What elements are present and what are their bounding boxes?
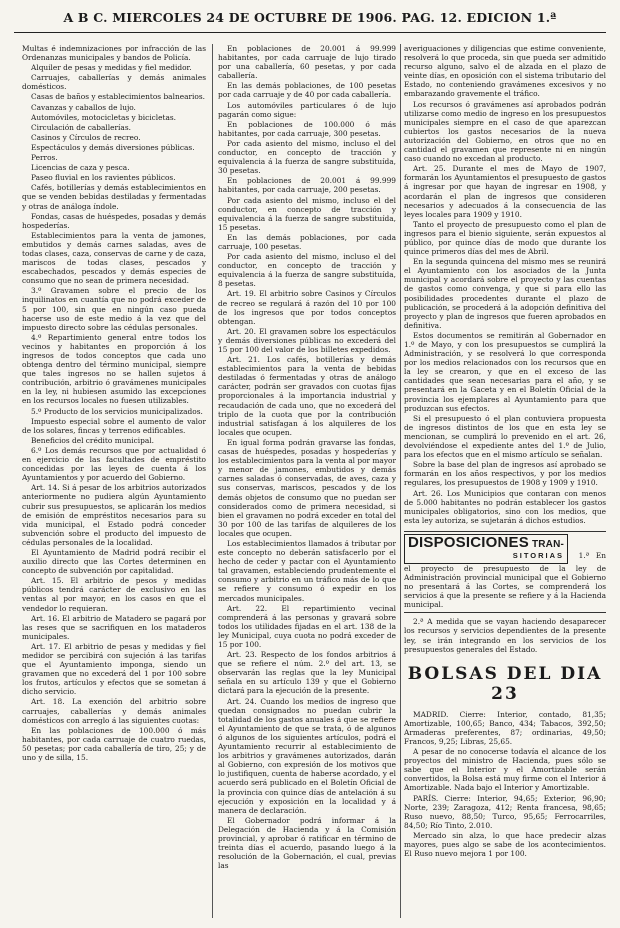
- paragraph: Art. 19. El arbitrio sobre Casinos y Círculos de recreo se regulará á razón del 10 por 100 de los ingresos que por todos conceptos obtengan.: [218, 289, 396, 326]
- paragraph: 5.º Producto de los servicios municipalizados.: [31, 406, 203, 416]
- paragraph: En igual forma podrán gravarse las fondas, casas de huéspedes, posadas y hospederías y los establecimientos para la venta al por mayor y menor de jamones, embutidos y demás carnes saladas ó conservadas, de aves, caza y sus conservas, mariscos, pescados y de los demás objetos de consumo que no puedan ser considerados como de primera necesidad, si bien el gravamen no podrá exceder en total del 30 por 100 de las tarifas de alquileres de los locales que ocupen.: [218, 437, 396, 538]
- paragraph: Los automóviles particulares ó de lujo pagarán como sigue:: [218, 100, 396, 119]
- bolsas-paragraph: A pesar de no conocerse todavía el alcance de los proyectos del ministro de Hacienda, pues sólo se sabe que el Interior y el Amortizable serán convertidos, la Bolsa está muy firme con el Interior á Amortizable. Nada bajo el Interior y Amortizable.: [404, 747, 606, 793]
- paragraph: Sobre la base del plan de ingresos así aprobado se formarán en los años respectivos, y por los medios regulares, los presupuestos de 1908 y 1909 y 1910.: [404, 460, 606, 488]
- paragraph: 2.ª A medida que se vayan haciendo desaparecer los recursos y servicios dependientes de la presente ley, se irán integrando en los servicios de los presupuestos generales del Estado.: [404, 617, 606, 654]
- paragraph: Cavanzas y caballos de lujo.: [31, 102, 136, 112]
- bolsas-heading: BOLSAS DEL DIA 23: [407, 663, 603, 704]
- paragraph: Por cada asiento del mismo, incluso el del conductor, en concepto de tracción y equivalencia á la fuerza de sangre substituída, 8 pesetas.: [218, 252, 396, 289]
- paragraph: 4.º Repartimiento general entre todos los vecinos y habitantes en proporción á los ingresos de todos conceptos que cada uno obtenga dentro del término municipal, siempre que tales ingresos no se hallen sujetos á contribución, arbitrio ó gravámenes municipales en la ley, ni hubiesen asumido las excepciones en los recursos locales no fuesen utilizables.: [22, 332, 206, 406]
- paragraph: Si el presupuesto ó el plan contuviera propuesta de ingresos distintos de los que en esta ley se mencionan, se cumplirá lo prevenido en el art. 26, devolviéndose el expediente antes del 1.º de Julio, para los efectos que en el mismo artículo se señalan.: [404, 413, 606, 460]
- paragraph: 3.º Gravamen sobre el precio de los inquilinatos en cuantía que no podrá exceder de 5 por 100, sin que en ningún caso pueda hacerse uso de este medio á la vez que del impuesto directo sobre las cédulas personales.: [22, 286, 206, 332]
- paragraph: Casas de baños y establecimientos balnearios.: [31, 92, 205, 102]
- column-divider: [212, 44, 213, 918]
- paragraph: Multas é indemnizaciones por infracción de las Ordenanzas municipales y bandos de Policía.: [22, 44, 206, 63]
- bolsas-paragraph: Mercado sin alza, lo que hace predecir alzas mayores, pues algo se sabe de los acontecimientos. El Ruso nuevo mejora 1 por 100.: [404, 830, 606, 859]
- paragraph: Fondas, casas de huéspedes, posadas y demás hospederías.: [22, 211, 206, 230]
- paragraph: 6.º Los demás recursos que por actualidad ó en ejercicio de las facultades de empréstito concedidas por las leyes de cuenta á los Ayuntamientos y por acuerdo del Gobierno.: [22, 445, 206, 483]
- paragraph: Automóviles, motocicletas y bicicletas.: [31, 112, 177, 122]
- paragraph: Espectáculos y demás diversiones públicas.: [31, 142, 195, 152]
- paragraph: Tanto el proyecto de presupuesto como el plan de ingresos para el bienio siguiente, serán expuestos al público, por quince días de modo que durante los quince primeros días del mes de Abril.: [404, 219, 606, 257]
- paragraph: Alquiler de pesas y medidas y fiel medidor.: [31, 63, 192, 73]
- paragraph: Art. 23. Respecto de los fondos arbitrios á que se refiere el núm. 2.º del art. 13, se observarán las reglas que la ley Municipal señala en su artículo 139 y que el Gobierno dictará para la ejecución de la presente.: [218, 650, 396, 696]
- section-title-main: DISPOSICIONES: [408, 533, 529, 551]
- bolsas-paragraph: PARÍS. Cierre: Interior, 94,65; Exterior, 96,90; Norte, 239; Zaragoza, 412; Renta francesa, 98,65; Ruso nuevo, 88,50; Turco, 95,65; Ferrocarriles, 84,50; Río Tinto, 2.010.: [404, 793, 606, 830]
- paragraph: Paseo fluvial en los ravientes públicos.: [31, 173, 176, 183]
- column-left: [22, 44, 206, 920]
- paragraph: averiguaciones y diligencias que estime conveniente, resolverá lo que proceda, sin que pueda ser admitido recurso alguno, salvo el de alzada en el plazo de veinte días, en oposición con el sistema tributario del Estado, no conteniendo gravámenes excesivos y no embarazando gravemente el tráfico.: [404, 44, 606, 99]
- paragraph: En las poblaciones de 100.000 ó más habitantes, por cada carruaje de cuatro ruedas, 50 pesetas; por cada caballería de tiro, 25; y de uno y de silla, 15.: [22, 725, 206, 763]
- paragraph: En las demás poblaciones, por cada carruaje, 100 pesetas.: [218, 232, 396, 251]
- paragraph: Art. 17. El arbitrio de pesas y medidas y fiel medidor se percibirá con sujeción á las tarifas que el Ayuntamiento imponga, siendo un gravamen que no excederá del 1 por 100 sobre los frutos, artículos y efectos que se sometan á dicho servicio.: [22, 641, 206, 697]
- paragraph: Los recursos ó gravámenes así aprobados podrán utilizarse como medio de ingreso en los presupuestos municipales siempre en el caso de que aparezcan cubiertos los gastos necesarios de la nueva autorización del Gobierno, en otros que no en cantidad el gravamen que represente ni en ningún caso cuando no excedan al producto.: [404, 99, 606, 164]
- paragraph: En la segunda quincena del mismo mes se reunirá el Ayuntamiento con los asociados de la Junta municipal y acordará sobre el proyecto y las cuentas de gastos como convenga, y que si para ello las posibilidades procedentes durante el plazo de publicación, se procederá á la adopción definitiva del proyecto y plan de ingresos que fueren aprobados en definitiva.: [404, 257, 606, 330]
- transitory-provisions-section: [404, 531, 606, 613]
- paragraph: Perros.: [31, 153, 58, 163]
- paragraph: Art. 25. Durante el mes de Mayo de 1907, formarán los Ayuntamientos el presupuesto de gastos á ingresar por que hayan de ingresar en 1908, y acordarán el plan de ingresos que consideren necesarios y adecuados á la consecuencia de las leyes locales para 1909 y 1910.: [404, 164, 606, 219]
- column-middle: [218, 44, 396, 920]
- section-title-rest: TRAN-: [531, 538, 565, 550]
- paragraph: Art. 20. El gravamen sobre los espectáculos y demás diversiones públicas no excederá del 15 por 100 del valor de los billetes expedidos.: [218, 326, 396, 354]
- bolsas-paragraph: MADRID. Cierre: Interior, contado, 81,35; Amortizable, 100,65; Banco, 434; Tabacos, 392,50; Armaderas preferentes, 87; ordinarias, 49,50; Francos, 9,25; Libras, 25,65.: [404, 709, 606, 746]
- column-divider: [400, 44, 401, 918]
- paragraph: Art. 26. Los Municipios que contaran con menos de 5.000 habitantes no podrán establecer los gastos municipales obligatorios, sino con los medios, que esta ley autoriza, se sujetarán á dichos estudios.: [404, 488, 606, 525]
- paragraph: En poblaciones de 100.000 ó más habitantes, por cada carruaje, 300 pesetas.: [218, 119, 396, 138]
- paragraph: Beneficios del crédito municipal.: [31, 435, 154, 445]
- paragraph: En las demás poblaciones, de 100 pesetas por cada carruaje y de 40 por cada caballería.: [218, 81, 396, 100]
- paragraph: Impuesto especial sobre el aumento de valor de los solares, fincas y terrenos edificables.: [22, 416, 206, 435]
- paragraph: En poblaciones de 20.001 á 99.999 habitantes, por cada carruaje de lujo tirado por una caballería, 60 pesetas, y por cada caballería.: [218, 44, 396, 81]
- section-text: 1.ª En el proyecto de presupuesto de la ley de Administración provincial municipal que el Gobierno no presentará á las Cortes, se comprenderá los servicios á que la presente se refiere y á la Hacienda municipal.: [404, 550, 606, 610]
- paragraph: Art. 22. El repartimiento vecinal comprenderá á las personas y gravará sobre todos los utilidades fijadas en el art. 138 de la ley Municipal, cuya cuota no podrá exceder de 15 por 100.: [218, 603, 396, 649]
- paragraph: Por cada asiento del mismo, incluso el del conductor, en concepto de tracción y equivalencia á la fuerza de sangre substituída, 15 pesetas.: [218, 195, 396, 232]
- paragraph: Establecimientos para la venta de jamones, embutidos y demás carnes saladas, aves de todas clases, caza, conservas de carne y de caza, mariscos de todas clases, pescados y escabechados, pescados y demás especies de consumo que no sean de primera necesidad.: [22, 230, 206, 286]
- paragraph: Art. 24. Cuando los medios de ingreso que quedan consignados no puedan cubrir la totalidad de los gastos anuales á que se refiere el Ayuntamiento de que se trata, ó de algunos ó algunos de los siguientes artículos, podrá el Ayuntamiento recurrir al establecimiento de los arbitrios y gravámenes autorizados, darán al Gobierno, con expresión de los motivos que lo justifiquen, cuenta de haberse acordado, y el acuerdo será publicado en el Boletín Oficial de la provincia con quince días de antelación á su ejecución y exposición en la localidad y á manera de declaración.: [218, 696, 396, 815]
- paragraph: Art. 18. La exención del arbitrio sobre carruajes, caballerías y demás animales domésticos con arreglo á las siguientes cuotas:: [22, 697, 206, 725]
- page-header: [14, 4, 606, 33]
- paragraph: En poblaciones de 20.001 á 99.999 habitantes, por cada carruaje, 200 pesetas.: [218, 176, 396, 195]
- column-right: [404, 44, 606, 920]
- paragraph: Licencias de caza y pesca.: [31, 163, 130, 173]
- paragraph: Carruajes, caballerías y demás animales domésticos.: [22, 73, 206, 92]
- paragraph: Art. 15. El arbitrio de pesos y medidas públicos tendrá carácter de exclusivo en las ventas al por mayor, en los casos en que el vendedor lo requieran.: [22, 576, 206, 613]
- paragraph: El Ayuntamiento de Madrid podrá recibir el auxilio directo que las Cortes determinen en concepto de subvención por capitalidad.: [22, 547, 206, 576]
- paragraph: El Gobernador podrá informar á la Delegación de Hacienda y á la Comisión provincial, y aprobar ó ratificar en término de treinta días el acuerdo, pasando luego á la resolución de la Gobernación, el cual, previas las: [218, 815, 396, 871]
- section-title: [404, 534, 568, 564]
- paragraph: Cafés, botillerías y demás establecimientos en que se venden bebidas destiladas y fermentadas y otras de análoga índole.: [22, 183, 206, 211]
- paragraph: Los establecimientos llamados á tributar por este concepto no deberán satisfacerlo por el hecho de ceder y pactar con el Ayuntamiento tal gravamen, estableciendo prudentemente el consumo y arbitrio en un tráfico más de lo que se refiere y consumo ó expedir en los mercados municipales.: [218, 538, 396, 603]
- paragraph: Estos documentos se remitirán al Gobernador en 1.º de Mayo, y con los presupuestos se cumplirá la Administración, y se resolverá lo que corresponda por los medios relacionados con los recursos que en la ley se crearon, y que en el exceso de las cantidades que sean necesarias para el año, y se presentará en la Gaceta y en el Boletín Oficial de la provincia los ejemplares al Ayuntamiento para que produzcan sus efectos.: [404, 330, 606, 413]
- paragraph: Art. 14. Si á pesar de los arbitrios autorizados anteriormente no pudiera algún Ayuntamiento cubrir sus presupuestos, se aplicarán los medios de emisión de empréstitos necesarios para su vida municipal, el Estado podrá conceder subvención sobre el producto del impuesto de cédulas personales de la localidad.: [22, 483, 206, 547]
- paragraph: Art. 21. Los cafés, botillerías y demás establecimientos para la venta de bebidas destiladas ó fermentadas y otras de análogo carácter, podrán ser gravados con cuotas fijas proporcionales á la importancia industrial y recaudación de cada uno, que no excederá del triplo de la cuota que por la contribución industrial satisfagan á los alquileres de los locales que ocupen.: [218, 355, 396, 437]
- paragraph: Circulación de caballerías.: [31, 122, 131, 132]
- paragraph: Casinos y Círculos de recreo.: [31, 132, 141, 142]
- paragraph: Art. 16. El arbitrio de Matadero se pagará por las reses que se sacrifiquen en los mataderos municipales.: [22, 613, 206, 641]
- paragraph: Por cada asiento del mismo, incluso el del conductor, en concepto de tracción y equivalencia á la fuerza de sangre substituída, 30 pesetas.: [218, 138, 396, 176]
- section-title-sub: SITORIAS: [512, 550, 565, 560]
- header-text: A B C. MIERCOLES 24 DE OCTUBRE DE 1906. PAG. 12. EDICION 1.ª: [63, 10, 557, 25]
